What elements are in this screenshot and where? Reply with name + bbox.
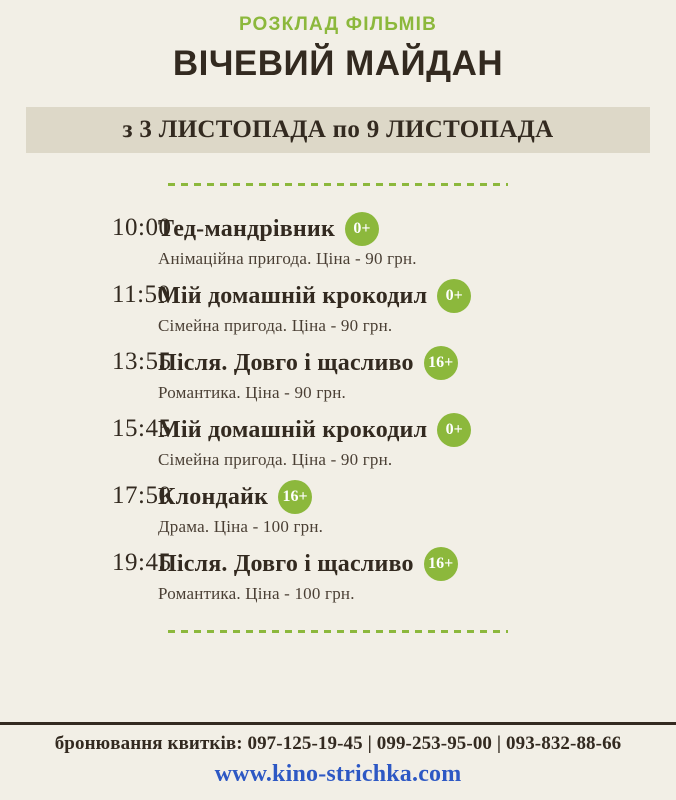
film-title: Мій домашній крокодил	[158, 417, 428, 444]
list-item[interactable]	[40, 480, 636, 537]
showtime: 19:45	[112, 549, 172, 577]
film-details: Сімейна пригода. Ціна - 90 грн.	[158, 316, 393, 336]
show-body	[144, 212, 636, 269]
poster-kicker: РОЗКЛАД ФІЛЬМІВ	[238, 14, 438, 35]
film-details: Романтика. Ціна - 90 грн.	[158, 383, 346, 403]
show-title-row	[158, 279, 636, 313]
film-title: Мій домашній крокодил	[158, 283, 428, 310]
divider-top	[168, 183, 508, 186]
age-rating-badge: 0+	[345, 212, 379, 246]
list-item[interactable]	[40, 279, 636, 336]
show-body	[144, 547, 636, 604]
film-details: Романтика. Ціна - 100 грн.	[158, 584, 355, 604]
list-item[interactable]	[40, 547, 636, 604]
date-range-text: з 3 ЛИСТОПАДА по 9 ЛИСТОПАДА	[122, 116, 554, 144]
showtime: 13:55	[112, 348, 172, 376]
page-title: ВІЧЕВИЙ МАЙДАН	[172, 44, 504, 83]
age-rating-badge: 16+	[278, 480, 312, 514]
film-title: Клондайк	[158, 484, 269, 511]
show-title-row	[158, 346, 636, 380]
show-title-row	[158, 212, 636, 246]
show-body	[144, 413, 636, 470]
list-item[interactable]	[40, 212, 636, 269]
footer	[0, 722, 676, 800]
show-title-row	[158, 547, 636, 581]
list-item[interactable]	[40, 346, 636, 403]
age-rating-badge: 16+	[424, 346, 458, 380]
film-details: Драма. Ціна - 100 грн.	[158, 517, 324, 537]
date-range-band	[26, 107, 650, 153]
showtime: 15:45	[112, 415, 172, 443]
show-title-row	[158, 480, 636, 514]
showtime: 17:50	[112, 482, 172, 510]
website-link[interactable]: www.kino-strichka.com	[214, 761, 462, 787]
film-title: Тед-мандрівник	[158, 216, 335, 243]
footer-divider	[0, 722, 676, 725]
film-title: Після. Довго і щасливо	[158, 551, 414, 578]
list-item[interactable]	[40, 413, 636, 470]
show-body	[144, 279, 636, 336]
film-title: Після. Довго і щасливо	[158, 350, 414, 377]
booking-phones: бронювання квитків: 097-125-19-45 | 099-253-95-00 | 093-832-88-66	[54, 733, 622, 754]
schedule-list	[0, 212, 676, 604]
age-rating-badge: 0+	[437, 279, 471, 313]
divider-bottom	[168, 630, 508, 633]
age-rating-badge: 16+	[424, 547, 458, 581]
film-details: Сімейна пригода. Ціна - 90 грн.	[158, 450, 393, 470]
age-rating-badge: 0+	[437, 413, 471, 447]
showtime: 11:50	[112, 281, 171, 309]
showtime: 10:00	[112, 214, 172, 242]
film-details: Анімаційна пригода. Ціна - 90 грн.	[158, 249, 417, 269]
show-body	[144, 346, 636, 403]
show-body	[144, 480, 636, 537]
show-title-row	[158, 413, 636, 447]
